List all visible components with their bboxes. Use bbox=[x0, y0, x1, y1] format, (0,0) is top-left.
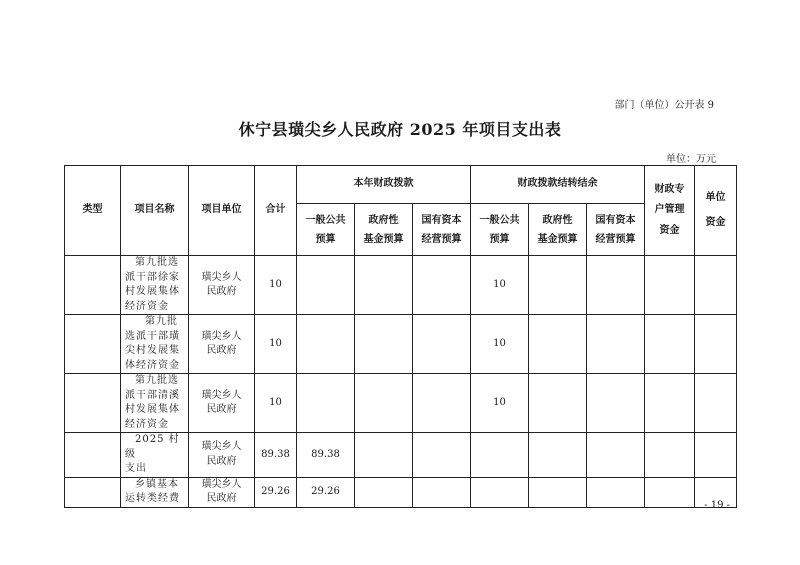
cell-unit-fund bbox=[695, 374, 737, 433]
special-fund-l1: 财政专 bbox=[654, 183, 685, 195]
cell-co-gov-fund bbox=[529, 433, 587, 478]
cell-co-general: 10 bbox=[471, 315, 529, 374]
page-title: 休宁县璜尖乡人民政府 2025 年项目支出表 bbox=[238, 120, 562, 139]
cell-project-unit: 璜尖乡人 民政府 bbox=[189, 477, 255, 507]
cell-cy-state-capital bbox=[413, 315, 471, 374]
cell-cy-state-capital bbox=[413, 433, 471, 478]
cell-cy-state-capital bbox=[413, 256, 471, 315]
unit-label: 单位：万元 bbox=[666, 154, 716, 165]
table-row bbox=[65, 433, 737, 478]
cell-special-fund bbox=[645, 256, 695, 315]
cell-cy-general bbox=[297, 374, 355, 433]
header-project-name: 项目名称 bbox=[121, 166, 189, 256]
cell-total: 10 bbox=[255, 256, 297, 315]
header-current-year-group: 本年财政拨款 bbox=[297, 166, 471, 204]
table-row bbox=[65, 256, 737, 315]
header-special-fund bbox=[645, 166, 695, 256]
unit-fund-l1: 单位 bbox=[705, 192, 726, 203]
cell-co-state-capital bbox=[587, 315, 645, 374]
cell-cy-general: 29.26 bbox=[297, 477, 355, 507]
form-number bbox=[614, 96, 714, 111]
cell-project-unit: 璜尖乡人 民政府 bbox=[189, 374, 255, 433]
table-row bbox=[65, 315, 737, 374]
unit-fund-l2: 资金 bbox=[705, 216, 726, 228]
cell-special-fund bbox=[645, 315, 695, 374]
cell-cy-state-capital bbox=[413, 477, 471, 507]
cell-cy-gov-fund bbox=[355, 477, 413, 507]
cell-unit-fund bbox=[695, 315, 737, 374]
page-number: - 19 - bbox=[704, 500, 730, 511]
cell-special-fund bbox=[645, 477, 695, 507]
cell-cy-general: 89.38 bbox=[297, 433, 355, 478]
cell-type bbox=[65, 374, 121, 433]
table-row bbox=[65, 374, 737, 433]
cell-project-name: 第九批选 派干部徐家 村发展集体 经济资金 bbox=[121, 256, 189, 315]
sub-header-co-state-capital: 国有资本 经营预算 bbox=[587, 204, 645, 256]
special-fund-l2: 户管理 bbox=[654, 204, 685, 216]
form-prefix: 部门 bbox=[614, 100, 635, 111]
cell-unit-fund bbox=[695, 256, 737, 315]
cell-cy-gov-fund bbox=[355, 374, 413, 433]
cell-total: 89.38 bbox=[255, 433, 297, 478]
cell-co-general: 10 bbox=[471, 256, 529, 315]
cell-co-state-capital bbox=[587, 477, 645, 507]
form-unit: 单位 bbox=[644, 100, 665, 111]
sub-header-co-gov-fund: 政府性 基金预算 bbox=[529, 204, 587, 256]
header-project-unit: 项目单位 bbox=[189, 166, 255, 256]
cell-type bbox=[65, 477, 121, 507]
cell-cy-general bbox=[297, 315, 355, 374]
cell-project-unit: 璜尖乡人 民政府 bbox=[189, 315, 255, 374]
table-row bbox=[65, 477, 737, 507]
cell-co-gov-fund bbox=[529, 256, 587, 315]
cell-total: 10 bbox=[255, 315, 297, 374]
form-paren-open: （ bbox=[634, 100, 645, 111]
cell-co-state-capital bbox=[587, 256, 645, 315]
sub-header-cy-general: 一般公共 预算 bbox=[297, 204, 355, 256]
cell-type bbox=[65, 433, 121, 478]
cell-co-gov-fund bbox=[529, 315, 587, 374]
cell-cy-gov-fund bbox=[355, 256, 413, 315]
cell-total: 29.26 bbox=[255, 477, 297, 507]
cell-project-name: 乡镇基本 运转类经费 bbox=[121, 477, 189, 507]
cell-project-unit: 璜尖乡人 民政府 bbox=[189, 433, 255, 478]
form-paren-close: ） bbox=[664, 100, 675, 111]
cell-special-fund bbox=[645, 433, 695, 478]
cell-unit-fund bbox=[695, 433, 737, 478]
cell-co-general: 10 bbox=[471, 374, 529, 433]
cell-special-fund bbox=[645, 374, 695, 433]
cell-co-general bbox=[471, 433, 529, 478]
cell-cy-state-capital bbox=[413, 374, 471, 433]
cell-co-state-capital bbox=[587, 433, 645, 478]
header-unit-fund bbox=[695, 166, 737, 256]
header-type: 类型 bbox=[65, 166, 121, 256]
form-suffix: 公开表 9 bbox=[674, 100, 714, 111]
cell-project-name: 2025 村级 支出 bbox=[121, 433, 189, 478]
cell-project-unit: 璜尖乡人 民政府 bbox=[189, 256, 255, 315]
cell-co-general bbox=[471, 477, 529, 507]
cell-project-name: 第九批 选派干部璜 尖村发展集 体经济资金 bbox=[121, 315, 189, 374]
cell-type bbox=[65, 315, 121, 374]
cell-type bbox=[65, 256, 121, 315]
cell-co-state-capital bbox=[587, 374, 645, 433]
special-fund-l3: 资金 bbox=[659, 224, 680, 236]
sub-header-cy-state-capital: 国有资本 经营预算 bbox=[413, 204, 471, 256]
cell-cy-general bbox=[297, 256, 355, 315]
header-total: 合计 bbox=[255, 166, 297, 256]
cell-project-name: 第九批选 派干部清溪 村发展集体 经济资金 bbox=[121, 374, 189, 433]
cell-total: 10 bbox=[255, 374, 297, 433]
sub-header-co-general: 一般公共 预算 bbox=[471, 204, 529, 256]
cell-co-gov-fund bbox=[529, 477, 587, 507]
cell-cy-gov-fund bbox=[355, 315, 413, 374]
header-carryover-group: 财政拨款结转结余 bbox=[471, 166, 645, 204]
sub-header-cy-gov-fund: 政府性 基金预算 bbox=[355, 204, 413, 256]
project-expenditure-table bbox=[64, 165, 737, 508]
cell-cy-gov-fund bbox=[355, 433, 413, 478]
cell-co-gov-fund bbox=[529, 374, 587, 433]
